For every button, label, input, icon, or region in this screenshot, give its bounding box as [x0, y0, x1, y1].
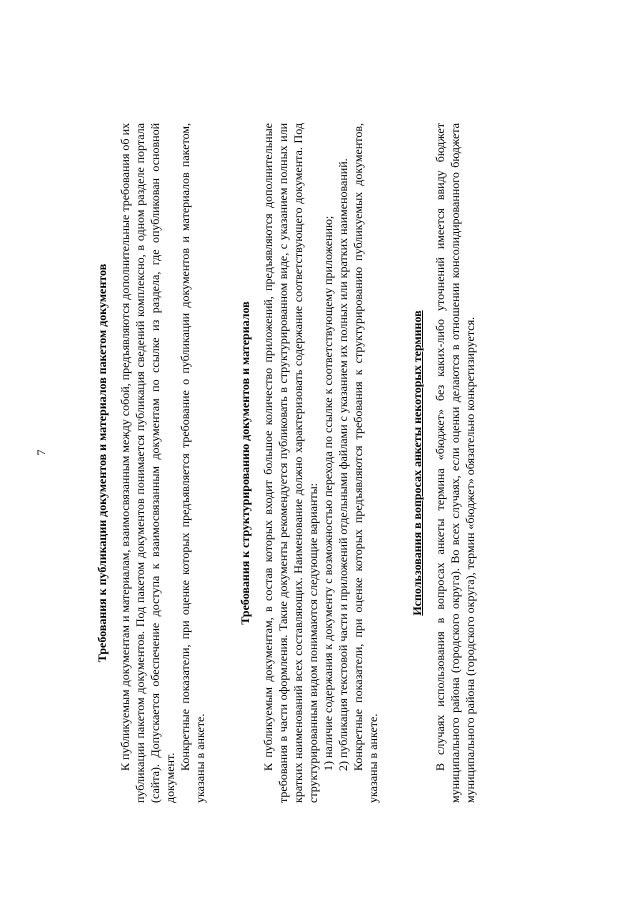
page-number: 7	[34, 449, 48, 456]
list-item: 1) наличие содержания к документу с возможностью перехода по ссылке к соответствующему приложению;	[321, 215, 335, 771]
paragraph: К публикуемым документам, в состав которых входит большое количество приложений, предъявляются дополнительные требования в части оформления. Такие документы рекомендуется публиковать в структурированном виде, с указанием полных или кратких наименований всех составляющих. Наименование должно характеризовать содержание соответствующего документа. Под структурированным видом понимаются следующие варианты:	[261, 123, 320, 803]
section-heading: Использования в вопросах анкеты некоторых терминов	[410, 310, 424, 616]
paragraph: К публикуемым документам и материалам, взаимосвязанным между собой, предъявляются дополнительные требования об их публикации пакетом документов. Под пакетом документов понимается публикация сведений комплексно, в одном разделе портала (сайта). Допускается обеспечение доступа к взаимосвязанным документам по ссылке из раздела, где опубликован основной документ.	[118, 123, 177, 803]
section-heading: Требования к публикации документов и материалов пакетом документов	[95, 263, 109, 663]
section-terms	[410, 123, 478, 803]
section-package-publication	[95, 123, 208, 803]
paragraph: Конкретные показатели, при оценке которых предъявляется требование о публикации документов и материалов пакетом, указаны в анкете.	[178, 123, 207, 803]
section-structuring	[238, 123, 381, 803]
list-item: 2) публикация текстовой части и приложений отдельными файлами с указанием их полных или кратких наименований.	[336, 158, 350, 771]
section-heading: Требования к структурированию документов и материалов	[238, 301, 252, 625]
paragraph: Конкретные показатели, при оценке которых предъявляются требования к структурированию публикуемых документов, указаны в анкете.	[351, 123, 380, 803]
paragraph: В случаях использования в вопросах анкеты термина «бюджет» без каких-либо уточнений имеется ввиду бюджет муниципального района (городского округа). Во всех случаях, если оценки делаются в отношении консолидированного бюджета муниципального района (городского округа), термин «бюджет» обязательно конкретизируется.	[433, 123, 477, 803]
